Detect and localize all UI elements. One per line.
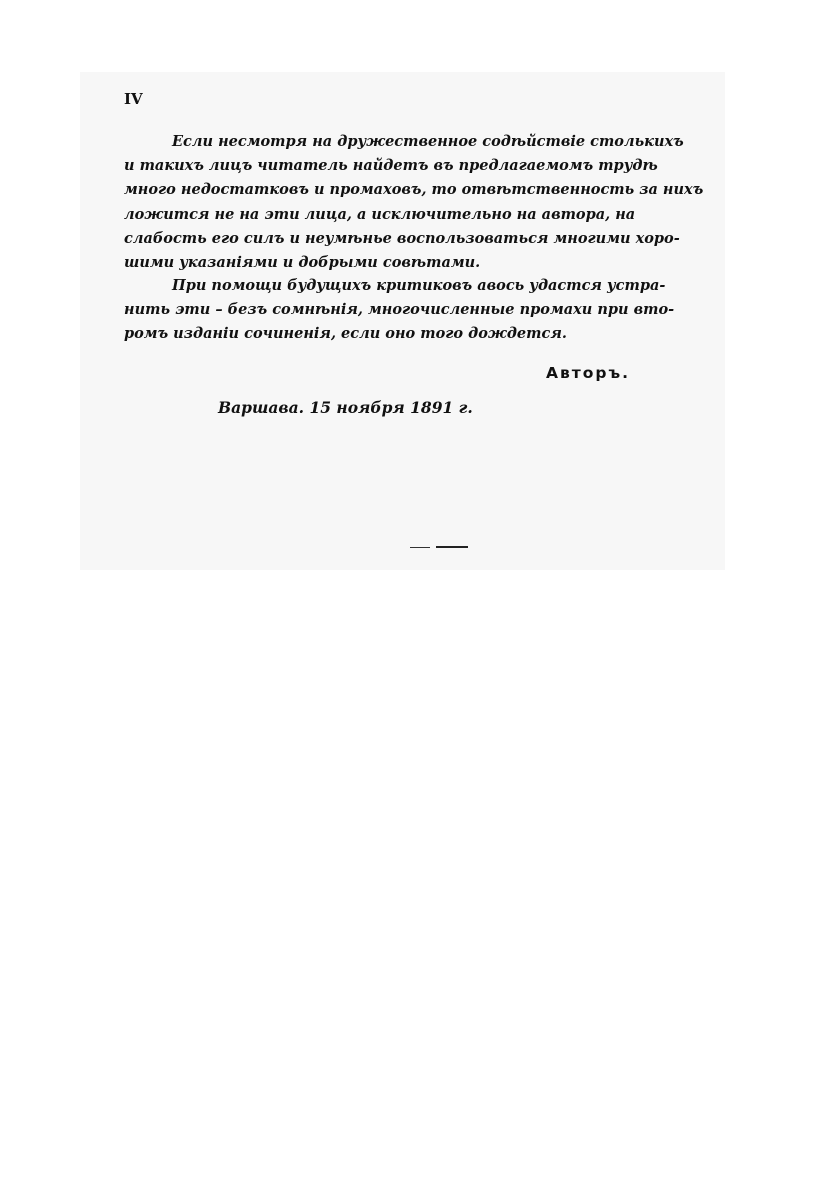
author-signature: Авторъ. bbox=[546, 364, 631, 382]
paragraph-2 bbox=[124, 274, 680, 347]
text-line: ромъ изданіи сочиненія, если оно того дождется. bbox=[124, 325, 567, 343]
text-line: и такихъ лицъ читатель найдетъ въ предлагаемомъ трудѣ bbox=[124, 157, 658, 175]
text-line: ложится не на эти лица, а исключительно на автора, на bbox=[124, 205, 636, 223]
text-line: слабость его силъ и неумѣнье воспользоваться многими хоро- bbox=[124, 229, 680, 247]
decorative-rule-short bbox=[410, 547, 430, 548]
paragraph-1 bbox=[124, 130, 704, 275]
place-and-date: Варшава. 15 ноября 1891 г. bbox=[218, 398, 473, 417]
text-line: Если несмотря на дружественное содѣйствіе столькихъ bbox=[172, 133, 684, 150]
text-line: нить эти – безъ сомнѣнія, многочисленные промахи при вто- bbox=[124, 301, 675, 319]
text-line: шими указаніями и добрыми совѣтами. bbox=[124, 254, 481, 272]
text-line: много недостатковъ и промаховъ, то отвѣтственность за нихъ bbox=[124, 181, 704, 199]
page-number: IV bbox=[124, 90, 143, 108]
decorative-rule-long bbox=[436, 546, 468, 548]
text-line: При помощи будущихъ критиковъ авось удастся устра- bbox=[172, 277, 666, 294]
